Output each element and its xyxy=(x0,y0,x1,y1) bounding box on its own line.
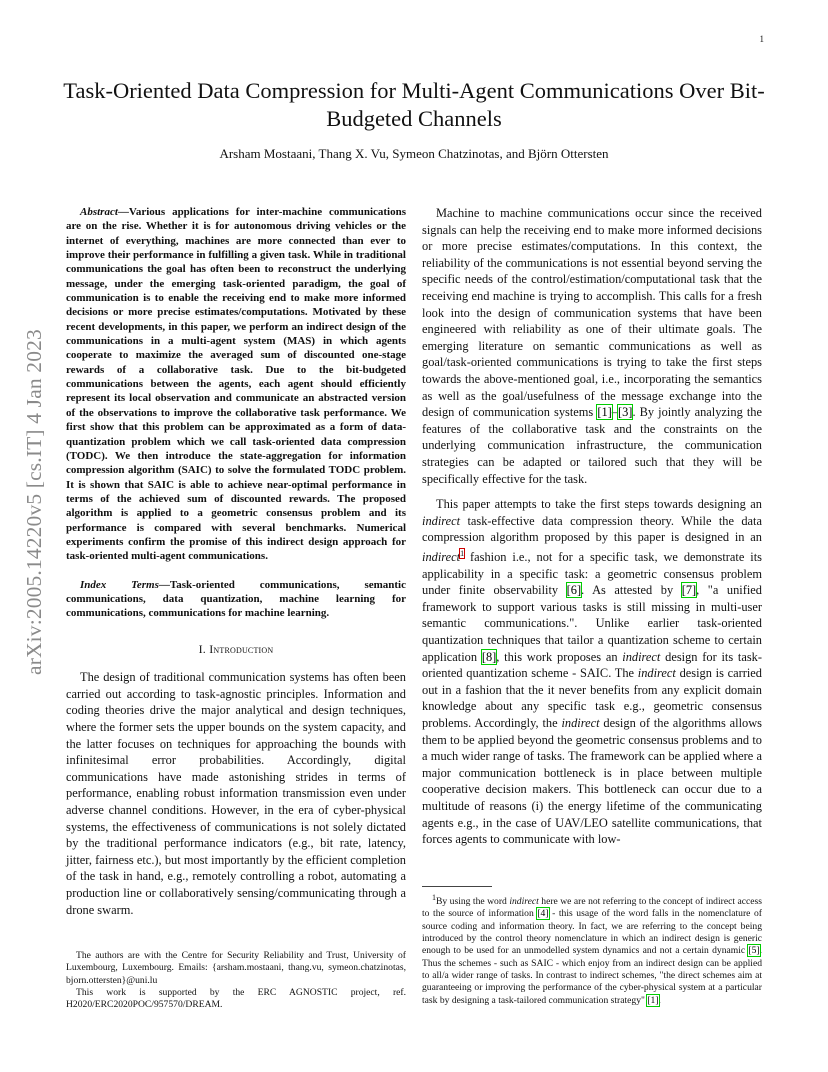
text-run: design for its task-oriented quantization scheme - SAIC. The xyxy=(422,649,762,681)
text-run: . As attested by xyxy=(581,583,682,598)
body-paragraph-2 xyxy=(422,496,762,848)
footnote-text xyxy=(422,892,762,1007)
paper-title: Task-Oriented Data Compression for Multi-Agent Communications Over Bit-Budgeted Channels xyxy=(63,78,765,131)
footnote-link[interactable]: 1 xyxy=(460,548,465,558)
emphasis: indirect xyxy=(509,896,539,908)
text-run: , this work proposes an xyxy=(496,649,623,664)
index-terms-text: —Task-oriented communications, semantic communications, data quantization, machine learning for communications, communications for machine learning. xyxy=(66,578,406,620)
emphasis: indirect xyxy=(561,715,600,730)
body-paragraph-1 xyxy=(422,205,762,487)
emphasis: indirect xyxy=(637,666,676,681)
text-run: design is carried out in a fashion that the it never benefits from any explicit domain knowledge about any specific task e.g., geometric consensus problems. Accordingly, the xyxy=(422,666,762,730)
text-run: , "a unified framework to support various tasks is still missing in multi-user semantic communications.". Unlike earlier task-oriented quantization techniques that tailor a quantization scheme to certain application xyxy=(422,583,762,664)
citation-link[interactable]: [3] xyxy=(617,405,633,420)
text-run: task-effective data compression theory. While the data compression algorithm proposed by this paper is designed in an xyxy=(422,513,762,545)
arxiv-identifier: arXiv:2005.14220v5 [cs.IT] 4 Jan 2023 xyxy=(22,329,46,675)
citation-link[interactable]: [1] xyxy=(597,405,612,420)
text-run: – xyxy=(611,405,618,420)
citation-link[interactable]: [1] xyxy=(647,994,659,1006)
index-terms-label: Index Terms xyxy=(80,578,159,591)
author-list: Arsham Mostaani, Thang X. Vu, Symeon Chatzinotas, and Björn Ottersten xyxy=(219,146,609,161)
text-run: here we are not referring to the concept of indirect access to the source of information xyxy=(422,896,762,920)
citation-link[interactable]: [7] xyxy=(681,583,697,598)
text-run: By using the word xyxy=(436,896,510,908)
abstract-label: Abstract xyxy=(80,206,118,218)
text-run: . Thus the schemes - such as SAIC - which enjoy from an indirect design can be applied to all/a wider range of tasks. In contrast to indirect schemes, "the direct schemes aim at guaranteeing or improving the performance of the cyber-physical system at a particular task by designing a task-tailored communication strategy" xyxy=(422,945,762,1006)
citation-link[interactable]: [4] xyxy=(537,908,549,920)
footnote-rule xyxy=(422,886,492,887)
text-run: This paper attempts to take the first steps towards designing an xyxy=(436,497,762,512)
footnote-marker: 1 xyxy=(432,893,436,902)
right-column xyxy=(422,205,762,848)
text-run: . xyxy=(658,994,661,1006)
section-heading: I. Introduction xyxy=(198,641,274,656)
text-run: design of the algorithms allows them to be applied beyond the geometric consensus problems and to a much wider range of tasks. The framework can be applied where a major communication bottleneck is in place between multiple cooperative decision makers. This bottleneck can occur due to a multitude of reasons (i) the energy lifetime of the communicating agents e.g., in the case of UAV/LEO satellite communications, that forces agents to communicate with low- xyxy=(422,715,762,847)
index-terms xyxy=(66,578,406,621)
text-run: Machine to machine communications occur since the received signals can help the receiving end to make more informed decisions or more precise estimates/computations. In this context, the reliability of the communications is not essential beyond serving the specific needs of the control/estimation/computational task that the receiving end machine is trying to accomplish. This calls for a fresh look into the design of communication systems that have been engineered with reliability as one of their ultimate goals. The emerging literature on semantic communications as well as goal/task-oriented communications is trying to take the first steps towards the above-mentioned goal, i.e., incorporating the semantics as well as the goal/usefulness of the message exchange into the design of communication systems xyxy=(422,206,762,420)
emphasis: indirect xyxy=(422,550,461,564)
emphasis: indirect xyxy=(622,649,661,664)
funding-note: This work is supported by the ERC AGNOSTIC project, ref. H2020/ERC2020POC/957570/DREAM. xyxy=(66,986,406,1011)
affiliation-footnote xyxy=(66,950,406,1011)
emphasis: indirect xyxy=(422,513,461,528)
intro-paragraph: The design of traditional communication systems has often been carried out according to task-agnostic principles. Information and coding theories drive the major analytical and design techniques, where the former sets the upper bounds on the system capacity, and the latter focuses on techniques for approaching the bounds with infinitesimal error probabilities. Accordingly, digital communications have made astonishing strides in terms of performance, enabling robust information transmission even under adverse channel conditions. However, in the era of cyber-physical systems, the effectiveness of communications is not solely dictated by the traditional performance indicators (e.g., bit rate, latency, jitter, fairness etc.), but most importantly by the efficient completion of the task in hand, e.g., remotely controlling a robot, automating a production line or collaboratively sensing/communicating through a drone swarm. xyxy=(66,670,406,917)
text-run: - this usage of the word falls in the nomenclature of source coding and information theory. In fact, we are referring to the concept being introduced by the control theory nomenclature in which an indirect design is generic enough to be used for an unmodelled system dynamics and not a certain dynamic xyxy=(422,908,762,957)
footnote xyxy=(422,892,762,1007)
citation-link[interactable]: [6] xyxy=(566,583,582,598)
citation-link[interactable]: [5] xyxy=(748,945,760,957)
left-column xyxy=(66,205,406,918)
text-run: fashion i.e., not for a specific task, we demonstrate its applicability in a specific task: a geometric consensus problem under finite observability xyxy=(422,550,762,598)
affiliation-note: The authors are with the Centre for Security Reliability and Trust, University of Luxembourg, Luxembourg. Emails: {arsham.mostaani, thang.vu, symeon.chatzinotas, bjorn.ottersten}@uni.lu xyxy=(66,950,406,986)
page-number: 1 xyxy=(759,34,764,44)
abstract xyxy=(66,205,406,564)
abstract-text: —Various applications for inter-machine communications are on the rise. Whether it is for autonomous driving vehicles or the internet of everything, machines are more connected than ever to improve their performance in fulfilling a given task. While in traditional communications the goal has often been to reconstruct the underlying message, under the emerging task-oriented paradigm, the goal of communication is to enable the receiving end to make more informed decisions or more precise estimates/computations. Motivated by these recent developments, in this paper, we perform an indirect design of the communications in a multi-agent system (MAS) in which agents cooperate to maximize the averaged sum of discounted one-stage rewards of a collaborative task. Due to the bit-budgeted communications between the agents, each agent should efficiently represent its local observation and communicate an abstracted version of the observations to improve the collaborative task performance. We first show that this problem can be approximated as a form of data-quantization problem which we call task-oriented data compression (TODC). We then introduce the state-aggregation for information compression algorithm (SAIC) to solve the formulated TODC problem. It is shown that SAIC is able to achieve near-optimal performance in terms of the achieved sum of discounted rewards. The proposed algorithm is applied to a geometric consensus problem and its performance is compared with several benchmarks. Numerical experiments confirm the promise of this indirect design approach for task-oriented multi-agent communications. xyxy=(66,206,406,563)
citation-link[interactable]: [8] xyxy=(481,649,497,664)
text-run: . By jointly analyzing the features of the collaborative task and the constraints on the underlying communication infrastructure, the communication strategies can be adapted or tailored such that they will be specifically effective for the task. xyxy=(422,405,762,486)
